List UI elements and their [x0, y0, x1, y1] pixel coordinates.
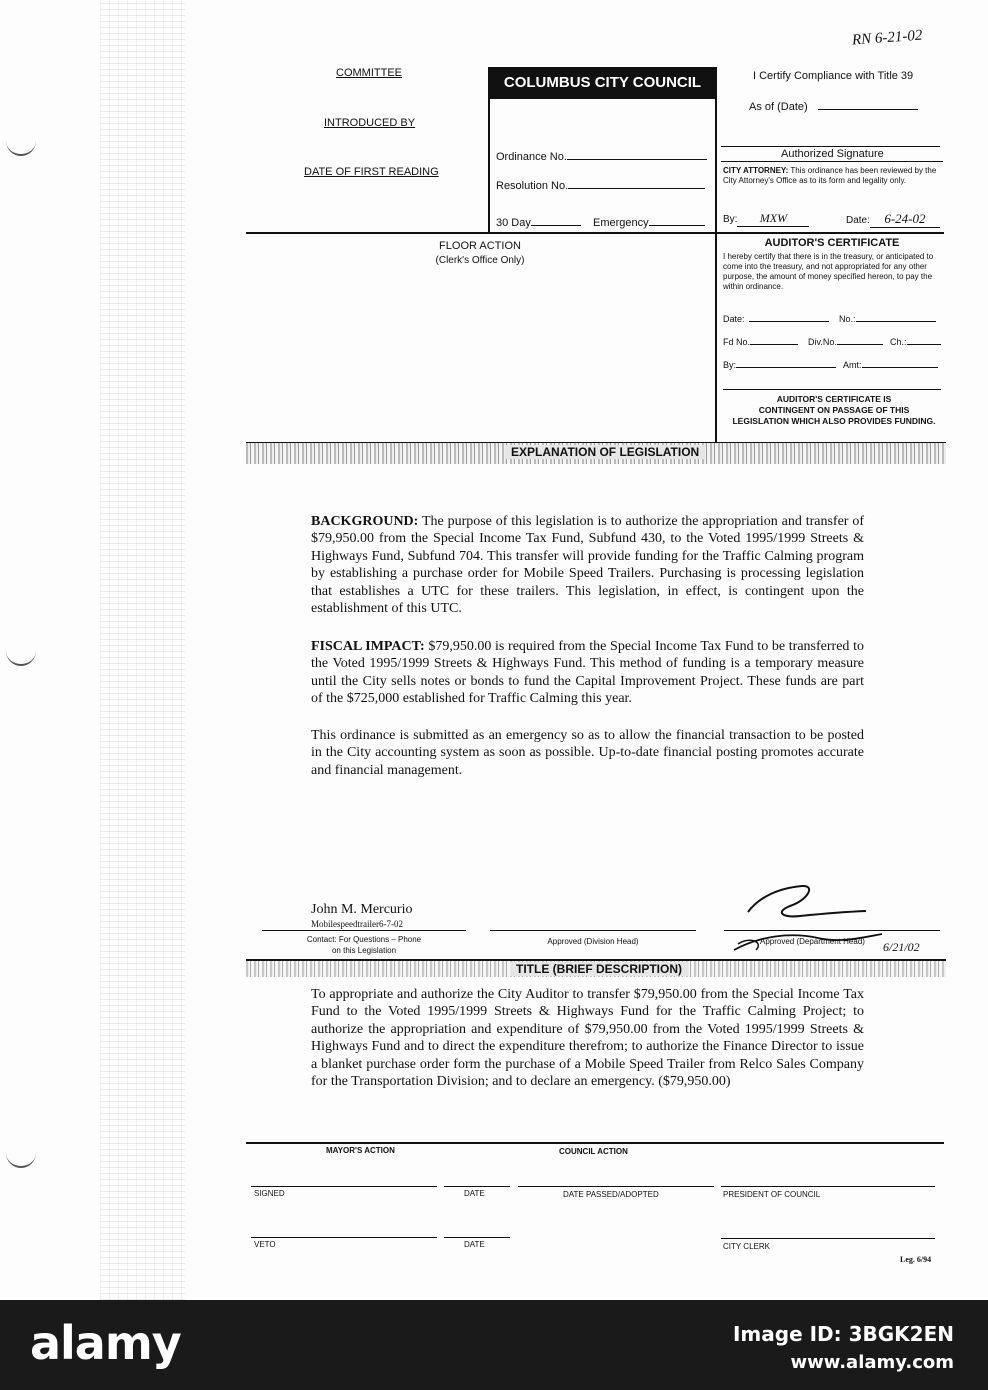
resolution-field: Resolution No. [496, 178, 705, 192]
attorney-by-field: By: MXW [723, 211, 809, 227]
department-head-date: 6/21/02 [883, 940, 920, 954]
clerk-line [721, 1238, 935, 1239]
emergency-field: Emergency [593, 215, 705, 229]
right-column-border [715, 67, 717, 442]
city-clerk-label: CITY CLERK [723, 1242, 770, 1251]
division-head-line [490, 930, 696, 931]
introduced-by-label: INTRODUCED BY [324, 117, 416, 129]
certify-label: I Certify Compliance with Title 39 [753, 70, 914, 82]
auditor-no-field: No.: [839, 311, 936, 324]
title-description: To appropriate and authorize the City Auditor to transfer $79,950.00 from the Special Income Tax Fund to the Voted 1995/1999 Streets & Highways Fund for the Traffic Calming Project; to authorize the appropriation and expenditure of $79,950.00 from the Voted 1995/1999 Streets & Highways Fund and to direct the expenditure therefrom; to authorize the Finance Director to issue a blanket purchase order form the purchase of a Mobile Speed Trailer from Relco Sales Company for the Transportation Division; and to declare an emergency. ($79,950.00) [311, 987, 864, 1090]
handwritten-date: RN 6-21-02 [851, 27, 923, 49]
auditor-date-field: Date: [723, 311, 829, 324]
scan-noise-strip [100, 0, 185, 1300]
actions-top-rule [246, 1142, 944, 1144]
date-label-2: DATE [464, 1240, 485, 1249]
auditor-ch-field: Ch.: [890, 334, 941, 347]
signed-line [251, 1186, 437, 1187]
explanation-heading: EXPLANATION OF LEGISLATION [505, 445, 705, 459]
president-line [721, 1186, 935, 1187]
fiscal-impact-paragraph: FISCAL IMPACT: $79,950.00 is required from the Special Income Tax Fund to be transferred to the Voted 1995/1999 Streets & Highways Fund. This method of funding is a temporary measure until the City sells notes or bonds to fund the Capital Improvement Project. These funds are part of the $725,000 established for Traffic Calming this year. [311, 639, 864, 707]
city-attorney-note: CITY ATTORNEY: This ordinance has been reviewed by the City Attorney's Office as to its form and legality only. [723, 166, 937, 185]
veto-line [251, 1237, 437, 1238]
watermark-logo: alamy [30, 1316, 181, 1370]
thirty-day-field: 30 Day [496, 215, 581, 229]
punch-hole-mark [6, 1150, 36, 1168]
authorized-signature-label: Authorized Signature [781, 148, 884, 160]
first-reading-label: DATE OF FIRST READING [304, 166, 439, 178]
floor-action-subtitle: (Clerk's Office Only) [435, 255, 525, 266]
signature-line [721, 146, 940, 147]
attorney-divider [721, 161, 943, 162]
veto-label: VETO [254, 1240, 276, 1249]
emergency-paragraph: This ordinance is submitted as an emergency so as to allow the financial transaction to be posted in the City accounting system as soon as possible. Up-to-date financial posting promotes accurate and financial management. [311, 728, 864, 778]
watermark-bar [0, 1300, 988, 1390]
form-code: Leg. 6/94 [900, 1255, 932, 1264]
council-title-bar [488, 67, 717, 99]
background-paragraph: BACKGROUND: The purpose of this legislation is to authorize the appropriation and transfer of $79,950.00 from the Special Income Tax Fund, Subfund 430, to the Voted 1995/1999 Streets & Highways Fund, Subfund 704. This transfer will provide funding for the Traffic Calming program by establishing a purchase order for Mobile Speed Trailers. Purchasing is processing legislation that establishes a UTC for these trailers. This legislation, in effect, is contingent upon the establishment of this UTC. [311, 514, 864, 617]
council-action-label: COUNCIL ACTION [559, 1147, 628, 1156]
attorney-date-field: Date: 6-24-02 [846, 211, 940, 228]
watermark-image-id: Image ID: 3BGK2EN [732, 1322, 954, 1346]
contact-line [262, 930, 466, 931]
auditor-divider [723, 389, 941, 390]
date-line-2 [444, 1237, 510, 1238]
title-heading: TITLE (BRIEF DESCRIPTION) [510, 962, 688, 976]
date-label-1: DATE [464, 1189, 485, 1198]
department-head-label: Approved (Department Head) [760, 937, 865, 946]
auditor-amount-field: Amt: [843, 357, 938, 370]
punch-hole-mark [6, 648, 36, 666]
council-title: COLUMBUS CITY COUNCIL [503, 74, 702, 91]
punch-hole-mark [6, 138, 36, 156]
division-head-label: Approved (Division Head) [547, 937, 639, 946]
contact-name: John M. Mercurio [311, 902, 413, 917]
auditor-fund-field: Fd No. [723, 334, 798, 347]
auditor-division-field: Div.No. [808, 334, 883, 347]
president-label: PRESIDENT OF COUNCIL [723, 1190, 821, 1199]
contingent-stamp: AUDITOR'S CERTIFICATE IS CONTINGENT ON PASSAGE OF THIS LEGISLATION WHICH ALSO PROVIDES FUNDING. [732, 394, 936, 426]
mayor-action-label: MAYOR'S ACTION [326, 1146, 395, 1155]
date-passed-line [518, 1186, 714, 1187]
department-head-line [724, 930, 940, 931]
auditor-certificate-title: AUDITOR'S CERTIFICATE [764, 237, 900, 249]
contact-label: Contact: For Questions – Phone on this Legislation [306, 935, 422, 955]
header-divider [246, 232, 944, 234]
committee-label: COMMITTEE [336, 67, 402, 79]
explanation-top-rule [246, 442, 946, 443]
council-box-left-border [488, 99, 490, 233]
date-line-1 [444, 1186, 510, 1187]
as-of-date-field: As of (Date) [749, 99, 918, 113]
watermark-url: www.alamy.com [790, 1352, 954, 1373]
auditor-certificate-text: I hereby certify that there is in the treasury, or anticipated to come into the treasury, and not appropriated for any other purpose, the amount of money specified hereon, to pay the within ordinance. [723, 252, 934, 291]
signed-label: SIGNED [254, 1189, 285, 1198]
date-passed-label: DATE PASSED/ADOPTED [563, 1190, 659, 1199]
ordinance-field: Ordinance No. [496, 149, 707, 163]
floor-action-title: FLOOR ACTION [439, 240, 521, 252]
contact-file: Mobilespeedtrailer6-7-02 [311, 919, 403, 929]
auditor-by-field: By: [723, 357, 836, 370]
